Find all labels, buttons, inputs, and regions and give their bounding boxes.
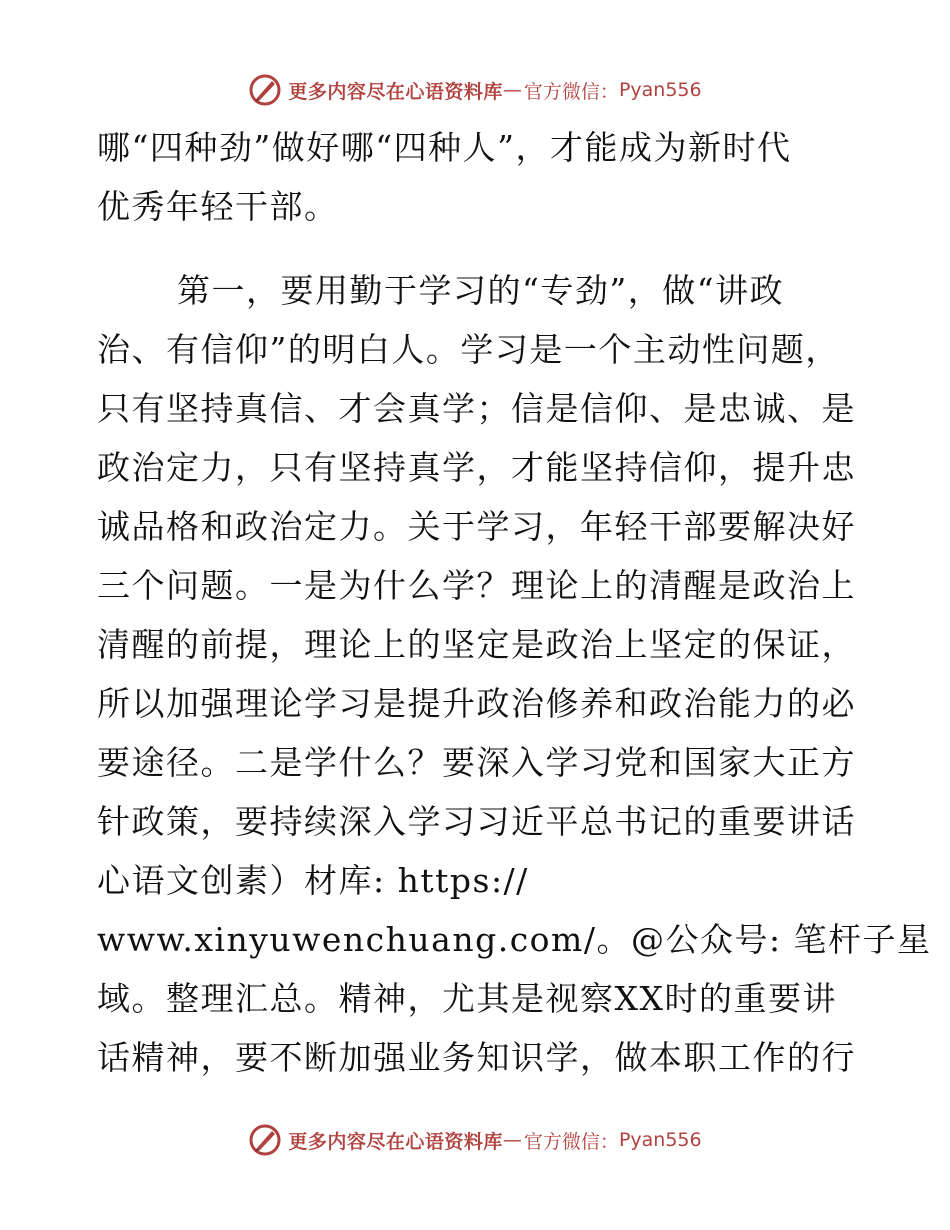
banner-main-text: 更多内容尽在心语资料库: [288, 1130, 503, 1153]
text-line: 话精神，要不断加强业务知识学，做本职工作的行: [97, 1038, 856, 1077]
text-line: 政治定力，只有坚持真学，才能坚持信仰，提升忠: [97, 448, 856, 487]
banner-dash: —: [502, 1129, 522, 1151]
text-line: 三个问题。一是为什么学？理论上的清醒是政治上: [97, 566, 856, 605]
banner-wechat-id: Pyan556: [618, 79, 702, 101]
quill-logo-icon: [248, 1123, 282, 1157]
text-line: 清醒的前提，理论上的坚定是政治上坚定的保证，: [97, 625, 856, 664]
document-body: [97, 118, 932, 1087]
text-line: 治、有信仰”的明白人。学习是一个主动性问题，: [97, 330, 840, 369]
banner-wechat-label: 官方微信：: [523, 1130, 619, 1153]
text-line: 哪“四种劲”做好哪“四种人”，才能成为新时代: [97, 128, 792, 167]
text-line: 域。整理汇总。精神，尤其是视察XX时的重要讲: [97, 979, 837, 1018]
banner-wechat-label: 官方微信：: [523, 80, 619, 103]
header-banner: [0, 70, 950, 110]
text-line: 针政策，要持续深入学习习近平总书记的重要讲话: [97, 802, 856, 841]
paragraph-start-line: 第一，要用勤于学习的“专劲”，做“讲政: [177, 271, 785, 310]
banner-main-text: 更多内容尽在心语资料库: [288, 80, 503, 103]
text-line: 只有坚持真信、才会真学；信是信仰、是忠诚、是: [97, 389, 856, 428]
text-line: 心语文创素）材库: https://: [97, 861, 529, 900]
text-line: www.xinyuwenchuang.com/。@公众号: 笔杆子星: [97, 920, 932, 959]
banner-wechat-id: Pyan556: [618, 1129, 702, 1151]
text-line: 所以加强理论学习是提升政治修养和政治能力的必: [97, 684, 856, 723]
text-line: 优秀年轻干部。: [97, 187, 339, 226]
text-line: 要途径。二是学什么？要深入学习党和国家大正方: [97, 743, 856, 782]
banner-dash: —: [502, 79, 522, 101]
footer-banner: [0, 1120, 950, 1160]
quill-logo-icon: [248, 73, 282, 107]
text-line: 诚品格和政治定力。关于学习，年轻干部要解决好: [97, 507, 856, 546]
